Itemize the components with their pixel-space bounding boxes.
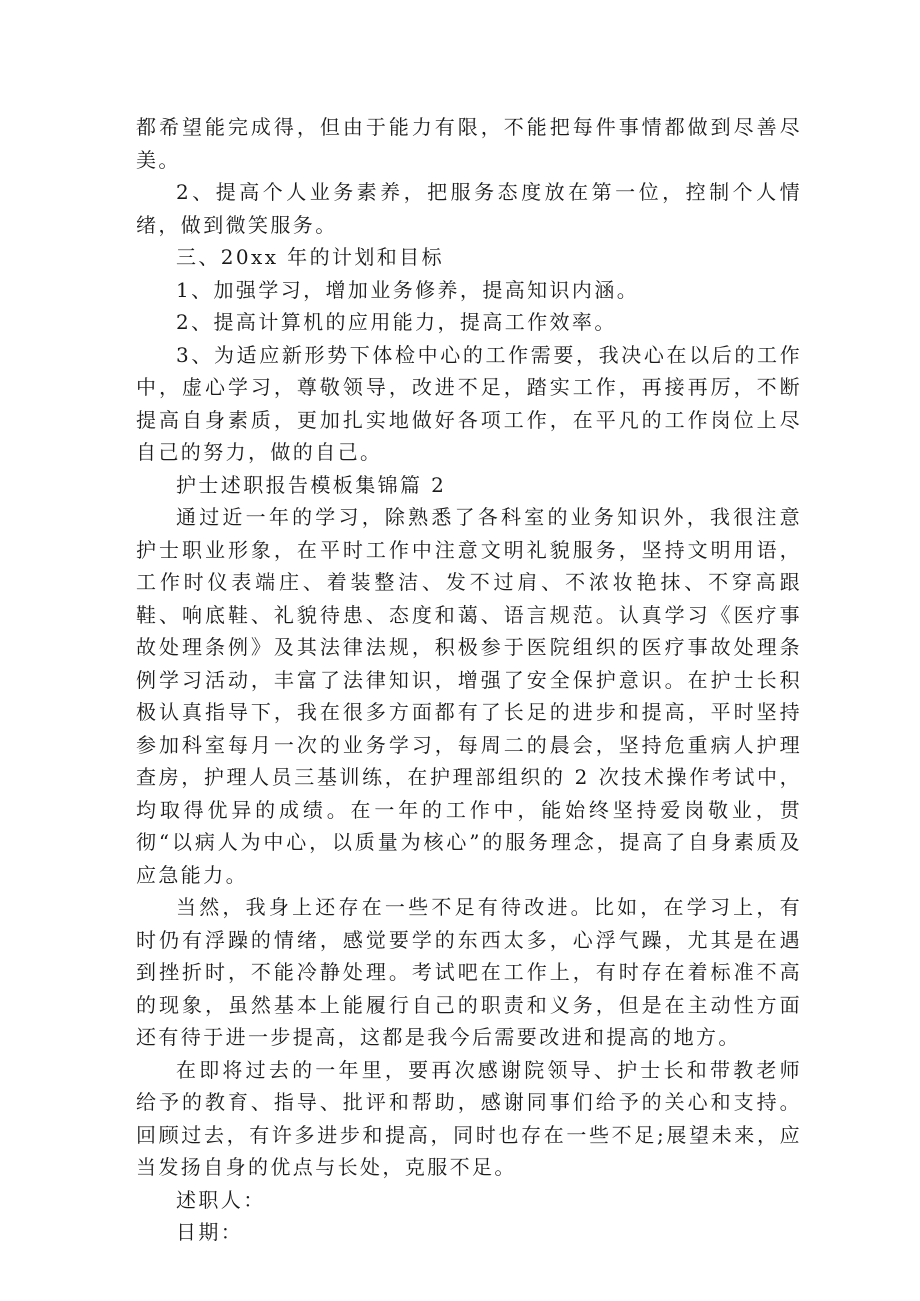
- plan-item-1: 1、加强学习，增加业务修养，提高知识内涵。: [176, 277, 640, 302]
- article-title: 护士述职报告模板集锦篇 2: [176, 472, 447, 497]
- plan-item-2: 2、提高计算机的应用能力，提高工作效率。: [176, 310, 617, 334]
- body-paragraph-3: 在即将过去的一年里，要再次感谢院领导、护士长和带教老师给予的教育、指导、批评和帮助，感谢同事们给予的关心和支持。回顾过去，有许多进步和提高，同时也存在一些不足;展望未来，应当发扬自身的优点与长处，克服不足。: [136, 1057, 802, 1179]
- section-heading-plan: 三、20xx 年的计划和目标: [176, 245, 444, 269]
- body-paragraph-1: 通过近一年的学习，除熟悉了各科室的业务知识外，我很注意护士职业形象，在平时工作中注意文明礼貌服务，坚持文明用语，工作时仪表端庄、着装整洁、发不过肩、不浓妆艳抹、不穿高跟鞋、响底鞋、礼貌待患、态度和蔼、语言规范。认真学习《医疗事故处理条例》及其法律法规，积极参于医院组织的医疗事故处理条例学习活动，丰富了法律知识，增强了安全保护意识。在护士长积极认真指导下，我在很多方面都有了长足的进步和提高，平时坚持参加科室每月一次的业务学习，每周二的晨会，坚持危重病人护理查房，护理人员三基训练，在护理部组织的 2 次技术操作考试中，均取得优异的成绩。在一年的工作中，能始终坚持爱岗敬业，贯彻“以病人为中心，以质量为核心”的服务理念，提高了自身素质及应急能力。: [136, 505, 802, 887]
- paragraph-item-2: 2、提高个人业务素养，把服务态度放在第一位，控制个人情绪，做到微笑服务。: [136, 180, 802, 237]
- plan-item-3: 3、为适应新形势下体检中心的工作需要，我决心在以后的工作中，虚心学习，尊敬领导，改进不足，踏实工作，再接再厉，不断提高自身素质，更加扎实地做好各项工作，在平凡的工作岗位上尽自己的努力，做的自己。: [136, 342, 802, 464]
- signature-label: 述职人：: [176, 1187, 266, 1212]
- date-label: 日期：: [176, 1220, 244, 1244]
- body-paragraph-2: 当然，我身上还存在一些不足有待改进。比如，在学习上，有时仍有浮躁的情绪，感觉要学的东西太多，心浮气躁，尤其是在遇到挫折时，不能冷静处理。考试吧在工作上，有时存在着标准不高的现象，虽然基本上能履行自己的职责和义务，但是在主动性方面还有待于进一步提高，这都是我今后需要改进和提高的地方。: [136, 895, 802, 1049]
- paragraph-continuation: 都希望能完成得，但由于能力有限，不能把每件事情都做到尽善尽美。: [136, 115, 802, 172]
